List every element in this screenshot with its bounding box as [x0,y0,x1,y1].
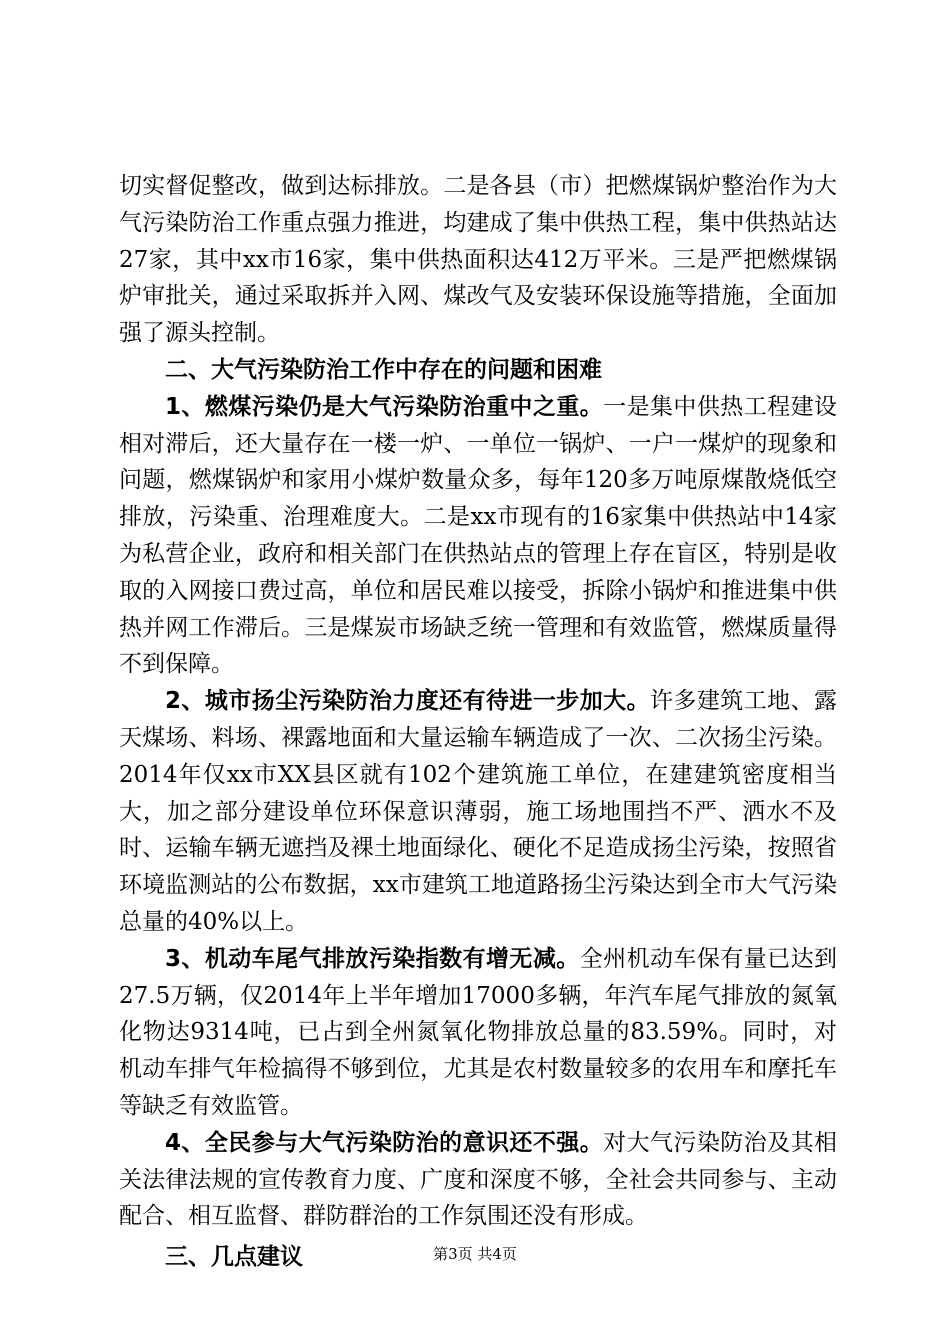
problem-lead-3: 3、机动车尾气排放污染指数有增无减。 [165,945,580,972]
problem-body-2: 许多建筑工地、露天煤场、料场、裸露地面和大量运输车辆造成了一次、二次扬尘污染。2014年仅xx市XX县区就有102个建筑施工单位，在建建筑密度相当大，加之部分建设单位环保意识薄弱，施工场地围挡不严、洒水不及时、运输车辆无遮挡及裸土地面绿化、硬化不足造成扬尘污染，按照省环境监测站的公布数据，xx市建筑工地道路扬尘污染达到全市大气污染总量的40%以上。 [119,688,837,935]
page-footer: 第3页 共4页 [433,1245,517,1263]
problem-body-1: 一是集中供热工程建设相对滞后，还大量存在一楼一炉、一单位一锅炉、一户一煤炉的现象和问题，燃煤锅炉和家用小煤炉数量众多，每年120多万吨原煤散烧低空排放，污染重、治理难度大。二是xx市现有的16家集中供热站中14家为私营企业，政府和相关部门在供热站点的管理上存在盲区，特别是收取的入网接口费过高，单位和居民难以接受，拆除小锅炉和推进集中供热并网工作滞后。三是煤炭市场缺乏统一管理和有效监管，燃煤质量得不到保障。 [119,393,837,678]
problem-paragraph-1 [119,389,837,683]
problem-paragraph-2 [119,683,837,941]
problem-lead-1: 1、燃煤污染仍是大气污染防治重中之重。 [165,393,604,420]
problem-paragraph-3 [119,941,837,1125]
problem-lead-4: 4、全民参与大气污染防治的意识还不强。 [165,1129,604,1156]
problem-body-3: 全州机动车保有量已达到27.5万辆，仅2014年上半年增加17000多辆，年汽车尾气排放的氮氧化物达9314吨，已占到全州氮氧化物排放总量的83.59%。同时，对机动车排气年检搞得不够到位，尤其是农村数量较多的农用车和摩托车等缺乏有效监管。 [119,945,837,1119]
continuation-paragraph: 切实督促整改，做到达标排放。二是各县（市）把燃煤锅炉整治作为大气污染防治工作重点强力推进，均建成了集中供热工程，集中供热站达27家，其中xx市16家，集中供热面积达412万平米。三是严把燃煤锅炉审批关，通过采取拆并入网、煤改气及安装环保设施等措施，全面加强了源头控制。 [119,173,837,347]
problem-body-4: 对大气污染防治及其相关法律法规的宣传教育力度、广度和深度不够，全社会共同参与、主动配合、相互监督、群防群治的工作氛围还没有形成。 [119,1129,837,1230]
section-heading-suggestions: 三、几点建议 [165,1244,303,1271]
problem-paragraph-4 [119,1125,837,1235]
document-body [119,168,837,1276]
problem-lead-2: 2、城市扬尘污染防治力度还有待进一步加大。 [165,688,650,715]
section-heading-problems: 二、大气污染防治工作中存在的问题和困难 [165,356,602,383]
